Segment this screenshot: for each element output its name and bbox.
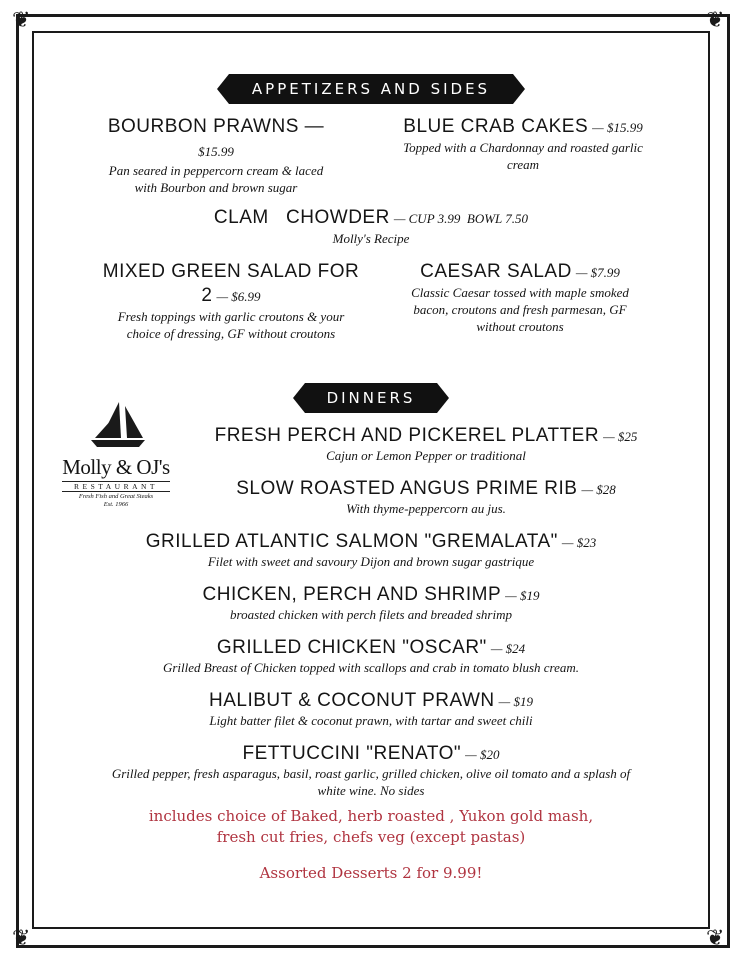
flourish-icon: ❦ — [12, 926, 31, 951]
item-description: Cajun or Lemon Pepper or traditional — [326, 448, 526, 463]
section-title: DINNERS — [326, 389, 416, 407]
item-price: — $23 — [561, 535, 597, 550]
item-description: Classic Caesar tossed with maple smoked bacon, croutons and fresh parmesan, GF without croutons — [411, 285, 629, 334]
menu-item-dinner — [36, 531, 706, 570]
item-description: Pan seared in peppercorn cream & laced with Bourbon and brown sugar — [108, 163, 324, 195]
item-name: MIXED GREEN SALAD FOR — [102, 261, 360, 282]
logo-tagline: Fresh Fish and Great Steaks — [78, 493, 154, 500]
menu-item-bourbon-prawns — [96, 116, 336, 196]
desserts-note: Assorted Desserts 2 for 9.99! — [259, 864, 483, 882]
item-name: BLUE CRAB CAKES — [403, 116, 589, 137]
item-description: broasted chicken with perch filets and breaded shrimp — [230, 607, 512, 622]
item-price: — $19 — [498, 694, 533, 709]
sides-line: includes choice of Baked, herb roasted , Yukon gold mash, — [148, 807, 594, 825]
item-name: FRESH PERCH AND PICKEREL PLATTER — [214, 425, 600, 446]
section-banner-dinners — [305, 383, 437, 413]
item-description: Filet with sweet and savoury Dijon and brown sugar gastrique — [207, 554, 535, 569]
item-description: Light batter filet & coconut prawn, with tartar and sweet chili — [209, 713, 533, 728]
item-price: — CUP 3.99 BOWL 7.50 — [393, 211, 529, 226]
item-name: SLOW ROASTED ANGUS PRIME RIB — [236, 478, 578, 499]
menu-item-dinner — [100, 743, 642, 799]
logo-name: Molly & OJ's — [62, 455, 170, 479]
menu-item-dinner — [36, 584, 706, 623]
item-name: GRILLED CHICKEN "OSCAR" — [216, 637, 487, 658]
section-title: APPETIZERS AND SIDES — [251, 80, 491, 98]
item-name-cont: 2 — [201, 285, 213, 306]
item-description: Grilled pepper, fresh asparagus, basil, roast garlic, grilled chicken, olive oil tomato and a splash of white wine. No sides — [111, 766, 631, 798]
item-description: With thyme-peppercorn au jus. — [346, 501, 506, 516]
menu-item-mixed-green-salad — [96, 261, 366, 342]
menu-item-dinner — [150, 478, 702, 517]
item-price: — $25 — [603, 429, 638, 444]
item-name: HALIBUT & COCONUT PRAWN — [209, 690, 495, 711]
item-description: Grilled Breast of Chicken topped with scallops and crab in tomato blush cream. — [162, 660, 580, 675]
item-name: CAESAR SALAD — [420, 261, 572, 282]
item-price: — $28 — [581, 482, 616, 497]
item-description: Topped with a Chardonnay and roasted garlic cream — [403, 140, 643, 172]
sides-line: fresh cut fries, chefs veg (except pastas) — [216, 828, 526, 846]
item-price: — $15.99 — [592, 120, 643, 135]
item-description: Fresh toppings with garlic croutons & your choice of dressing, GF without croutons — [117, 309, 345, 341]
sailboat-icon — [81, 400, 151, 450]
item-price: — $7.99 — [575, 265, 620, 280]
sides-note — [36, 806, 706, 848]
item-description: Molly's Recipe — [332, 231, 410, 246]
section-banner-appetizers — [229, 74, 513, 104]
item-name: CLAM CHOWDER — [213, 207, 390, 228]
item-price: — $24 — [490, 641, 526, 656]
item-price: — $20 — [465, 747, 500, 762]
item-name: CHICKEN, PERCH AND SHRIMP — [202, 584, 502, 605]
item-name: BOURBON PRAWNS — — [107, 116, 325, 137]
item-name: FETTUCCINI "RENATO" — [242, 743, 462, 764]
item-price: — $6.99 — [216, 289, 261, 304]
item-name: GRILLED ATLANTIC SALMON "GREMALATA" — [145, 531, 558, 552]
flourish-icon: ❦ — [706, 926, 725, 951]
logo-est: Est. 1966 — [103, 501, 129, 508]
flourish-icon: ❦ — [706, 8, 725, 33]
menu-item-dinner — [150, 425, 702, 464]
flourish-icon: ❦ — [12, 8, 31, 33]
item-price: $15.99 — [198, 144, 234, 159]
item-price: — $19 — [505, 588, 540, 603]
menu-item-blue-crab-cakes — [388, 116, 658, 173]
menu-item-caesar-salad — [400, 261, 640, 335]
menu-item-dinner — [36, 690, 706, 729]
menu-item-clam-chowder — [36, 207, 706, 247]
menu-item-dinner — [36, 637, 706, 676]
logo-subtitle: RESTAURANT — [62, 481, 170, 492]
